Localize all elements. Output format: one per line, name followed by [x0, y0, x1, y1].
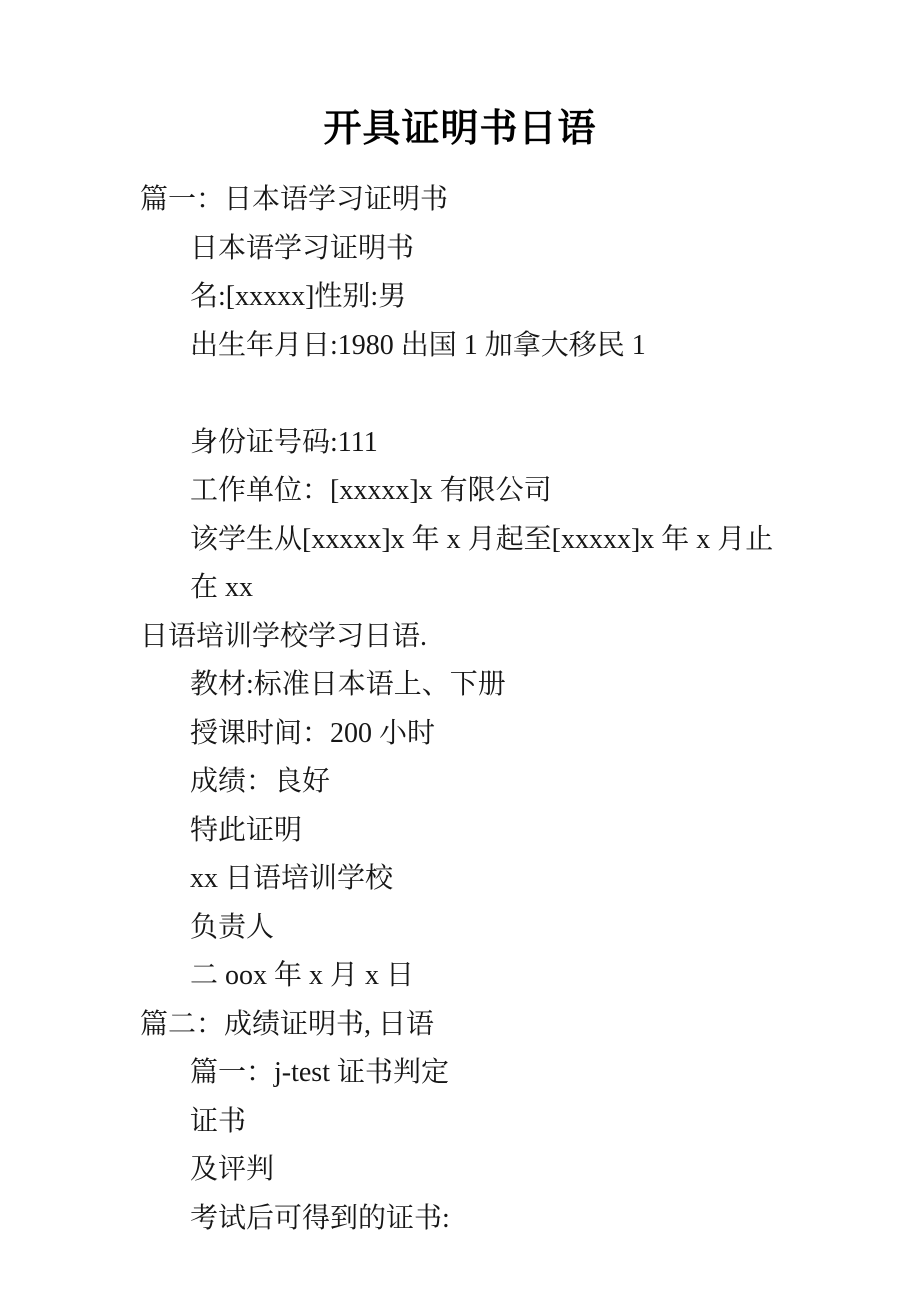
text-line: 特此证明: [190, 814, 303, 846]
text-line: 二 oox 年 x 月 x 日: [190, 960, 415, 991]
document-body: [0, 176, 920, 1243]
text-line: 及评判: [190, 1154, 275, 1185]
text-line: 身份证号码:111: [190, 426, 378, 458]
text-line: 出生年月日:1980 出国 1 加拿大移民 1: [190, 329, 646, 361]
text-line: 日本语学习证明书: [190, 232, 415, 264]
text-line: xx 日语培训学校: [190, 863, 394, 894]
text-line: 篇二：成绩证明书, 日语: [140, 1008, 435, 1040]
text-line: 教材:标准日本语上、下册: [190, 669, 506, 700]
text-line: 成绩：良好: [190, 766, 331, 797]
blank-line: [140, 370, 778, 419]
document-title: 开具证明书日语: [323, 108, 597, 150]
text-line: 该学生从[xxxxx]x 年 x 月起至[xxxxx]x 年 x 月止在 xx: [190, 523, 774, 603]
text-line: 篇一：日本语学习证明书: [140, 184, 449, 215]
text-line: 负责人: [190, 911, 275, 943]
text-line: 名:[xxxxx]性别:男: [190, 281, 407, 312]
text-line: 工作单位：[xxxxx]x 有限公司: [190, 475, 552, 506]
text-line: 日语培训学校学习日语.: [140, 620, 428, 652]
text-line: 考试后可得到的证书:: [190, 1202, 450, 1234]
text-line: 证书: [190, 1105, 247, 1137]
text-line: 授课时间：200 小时: [190, 717, 436, 749]
text-line: 篇一：j-test 证书判定: [190, 1057, 449, 1088]
